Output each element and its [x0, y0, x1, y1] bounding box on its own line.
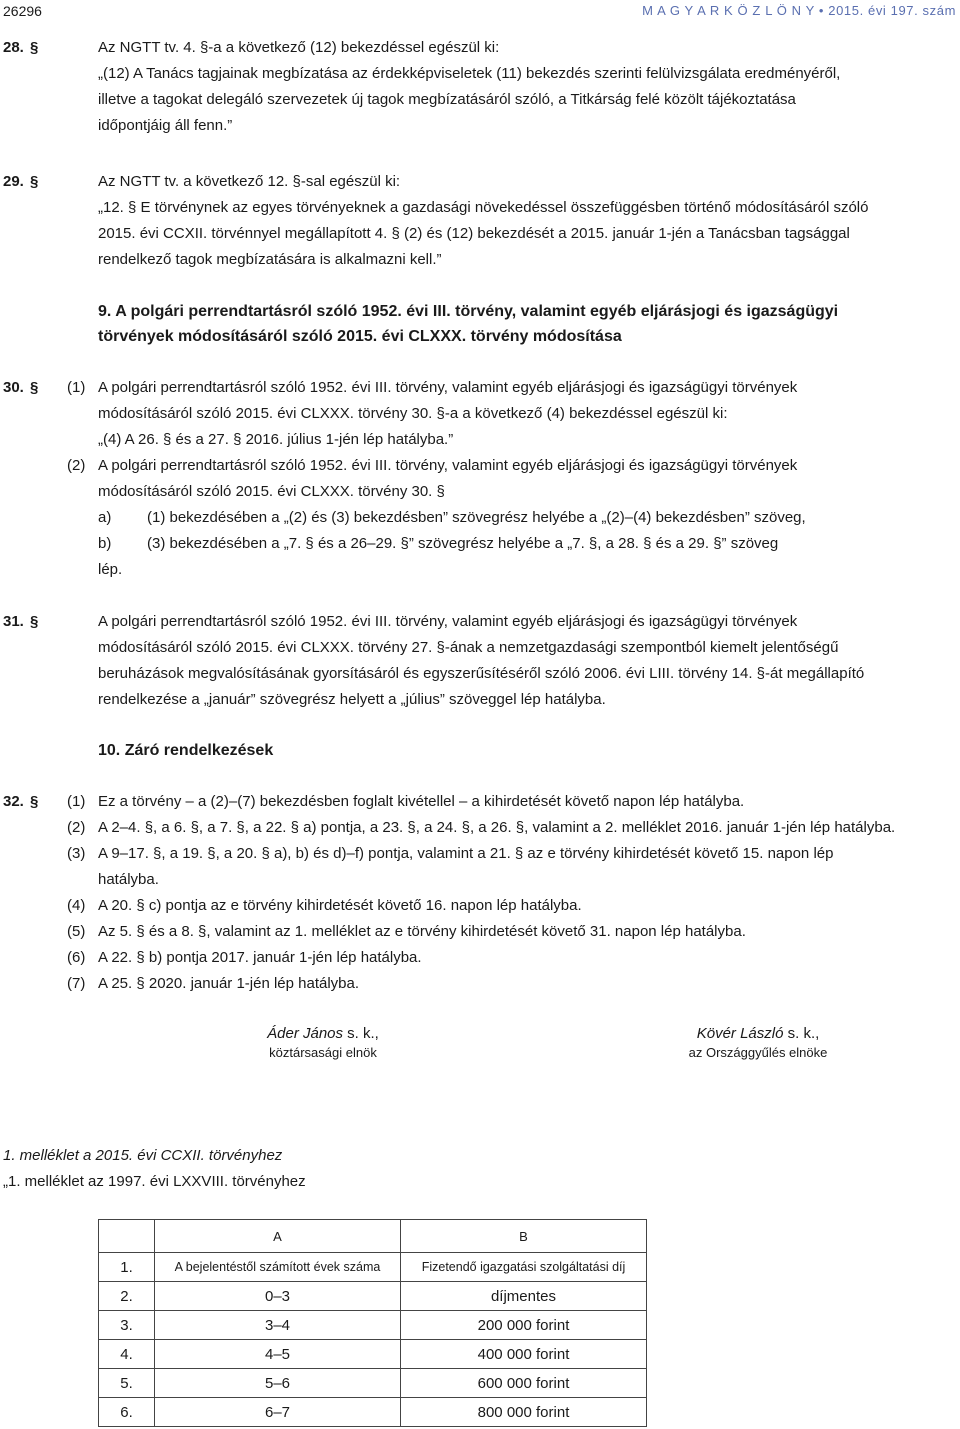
table-cell: 800 000 forint — [401, 1398, 647, 1427]
table-column-header: B — [401, 1220, 647, 1253]
table-cell: 3–4 — [155, 1311, 401, 1340]
paragraph-number: (4) — [67, 897, 86, 914]
signature-speaker — [633, 1025, 883, 1060]
point-text: (1) bekezdésében a „(2) és (3) bekezdésben” szövegrész helyébe a „(2)–(4) bekezdésben” szöveg, — [147, 509, 806, 526]
section-sign: § — [30, 173, 39, 190]
paragraph-number: (2) — [67, 819, 86, 836]
paragraph-text: A polgári perrendtartásról szóló 1952. évi III. törvény, valamint egyéb eljárásjogi és igazságügyi törvények — [98, 379, 798, 396]
paragraph-text: A 9–17. §, a 19. §, a 20. § a), b) és d)–f) pontja, valamint a 21. § az e törvény kihirdetését követő 15. napon lép — [98, 845, 834, 862]
paragraph-text: Ez a törvény – a (2)–(7) bekezdésben foglalt kivétellel – a kihirdetését követő napon lép hatályba. — [98, 793, 745, 810]
paragraph-text: A 20. § c) pontja az e törvény kihirdetését követő 16. napon lép hatályba. — [98, 897, 582, 914]
section-text: rendelkezése a „január” szövegrész helyett a „július” szöveggel lép hatályba. — [98, 691, 606, 708]
table-cell: díjmentes — [401, 1282, 647, 1311]
quote-line: 2015. évi CCXII. törvénnyel megállapított 4. § (2) és (12) bekezdését a 2015. január 1-jén a Tanácsban tagsággal — [98, 225, 850, 242]
paragraph-text: A 25. § 2020. január 1-jén lép hatályba. — [98, 975, 360, 992]
paragraph-text: Az 5. § és a 8. §, valamint az 1. melléklet az e törvény kihirdetését követő 31. napon lép hatályba. — [98, 923, 746, 940]
row-number: 2. — [99, 1282, 155, 1311]
table-row — [99, 1253, 647, 1282]
paragraph-text: módosításáról szóló 2015. évi CLXXX. törvény 30. §-a a következő (4) bekezdéssel egészül ki: — [98, 405, 728, 422]
section-text: Az NGTT tv. 4. §-a a következő (12) bekezdéssel egészül ki: — [98, 39, 500, 56]
paragraph-text: lép. — [98, 561, 123, 578]
table-cell: 4–5 — [155, 1340, 401, 1369]
row-number: 4. — [99, 1340, 155, 1369]
table-row — [99, 1398, 647, 1427]
section-text: beruházások megvalósításának gyorsításáról és egyszerűsítéséről szóló 2006. évi LIII. törvény 14. §-át megállapító — [98, 665, 865, 682]
signatory-name: Áder János — [267, 1025, 344, 1042]
point-label: a) — [98, 509, 112, 526]
section-sign: § — [30, 39, 39, 56]
signatory-suffix: s. k., — [343, 1025, 379, 1042]
table-cell: 400 000 forint — [401, 1340, 647, 1369]
signatory-suffix: s. k., — [783, 1025, 820, 1042]
heading-line: törvények módosításáról szóló 2015. évi CLXXX. törvény módosítása — [98, 328, 622, 345]
quote-line: rendelkező tagok megbízatására is alkalmazni kell.” — [98, 251, 442, 268]
heading-line: 9. A polgári perrendtartásról szóló 1952. évi III. törvény, valamint egyéb eljárásjogi és igazságügyi — [98, 303, 839, 320]
paragraph-number: (5) — [67, 923, 86, 940]
section-sign: § — [30, 379, 39, 396]
table-cell: 6–7 — [155, 1398, 401, 1427]
table-cell: 5–6 — [155, 1369, 401, 1398]
page-number: 26296 — [3, 3, 42, 19]
journal-title: M A G Y A R K Ö Z L Ö N Y • 2015. évi 197. szám — [642, 3, 956, 18]
row-number: 5. — [99, 1369, 155, 1398]
table-cell: Fizetendő igazgatási szolgáltatási díj — [401, 1253, 647, 1282]
table-cell: 0–3 — [155, 1282, 401, 1311]
paragraph-text: A 22. § b) pontja 2017. január 1-jén lép hatályba. — [98, 949, 422, 966]
signatory-role: az Országgyűlés elnöke — [688, 1045, 828, 1060]
paragraph-text: hatályba. — [98, 871, 159, 888]
table-row — [99, 1311, 647, 1340]
section-number: 31. — [3, 613, 24, 630]
section-number: 29. — [3, 173, 24, 190]
section-number: 32. — [3, 793, 24, 810]
signatory-role: köztársasági elnök — [269, 1045, 377, 1060]
table-column-header: A — [155, 1220, 401, 1253]
paragraph-text: módosításáról szóló 2015. évi CLXXX. törvény 30. § — [98, 483, 445, 500]
table-cell: 600 000 forint — [401, 1369, 647, 1398]
paragraph-text: A 2–4. §, a 6. §, a 7. §, a 22. § a) pontja, a 23. §, a 24. §, a 26. §, valamint a 2. melléklet 2016. január 1-jén lép hatályba. — [98, 819, 896, 836]
quote-line: illetve a tagokat delegáló szervezetek új tagok megbízatásáról szóló, a Titkárság felé közölt tájékoztatása — [98, 91, 796, 108]
paragraph-number: (3) — [67, 845, 86, 862]
point-label: b) — [98, 535, 112, 552]
signature-president — [213, 1025, 433, 1060]
page-header — [0, 0, 960, 24]
row-number: 1. — [99, 1253, 155, 1282]
section-sign: § — [30, 613, 39, 630]
quote-line: „12. § E törvénynek az egyes törvényeknek a gazdasági növekedéssel összefüggésben történő módosításáról szóló — [98, 199, 869, 216]
point-text: (3) bekezdésében a „7. § és a 26–29. §” szövegrész helyébe a „7. §, a 28. § és a 29. §” szöveg — [147, 535, 779, 552]
annex-subtitle: „1. melléklet az 1997. évi LXXVIII. törvényhez — [3, 1173, 306, 1190]
section-number: 30. — [3, 379, 24, 396]
section-text: módosításáról szóló 2015. évi CLXXX. törvény 27. §-ának a nemzetgazdasági szempontból kiemelt jelentőségű — [98, 639, 839, 656]
chapter-heading: 10. Záró rendelkezések — [98, 742, 274, 759]
table-cell: A bejelentéstől számított évek száma — [155, 1253, 401, 1282]
table-header-row — [99, 1220, 647, 1253]
paragraph-number: (6) — [67, 949, 86, 966]
paragraph-number: (1) — [67, 793, 86, 810]
paragraph-text: A polgári perrendtartásról szóló 1952. évi III. törvény, valamint egyéb eljárásjogi és igazságügyi törvények — [98, 457, 798, 474]
table-row — [99, 1340, 647, 1369]
row-number: 6. — [99, 1398, 155, 1427]
table-cell: 200 000 forint — [401, 1311, 647, 1340]
signatory-name: Kövér László — [696, 1025, 784, 1042]
section-text: Az NGTT tv. a következő 12. §-sal egészül ki: — [98, 173, 401, 190]
quote-line: „(12) A Tanács tagjainak megbízatása az érdekképviseletek (11) bekezdés szerinti felülvizsgálata eredményéről, — [98, 65, 841, 82]
table-corner-cell — [99, 1220, 155, 1253]
annex-title: 1. melléklet a 2015. évi CCXII. törvényhez — [3, 1147, 283, 1164]
paragraph-number: (1) — [67, 379, 86, 396]
quote-line: időpontjáig áll fenn.” — [98, 117, 233, 134]
table-row — [99, 1282, 647, 1311]
table-row — [99, 1369, 647, 1398]
fee-table — [98, 1219, 647, 1427]
section-text: A polgári perrendtartásról szóló 1952. évi III. törvény, valamint egyéb eljárásjogi és igazságügyi törvények — [98, 613, 798, 630]
row-number: 3. — [99, 1311, 155, 1340]
paragraph-number: (2) — [67, 457, 86, 474]
quote-line: „(4) A 26. § és a 27. § 2016. július 1-jén lép hatályba.” — [98, 431, 454, 448]
chapter-heading — [98, 299, 838, 349]
section-number: 28. — [3, 39, 24, 56]
section-sign: § — [30, 793, 39, 810]
paragraph-number: (7) — [67, 975, 86, 992]
